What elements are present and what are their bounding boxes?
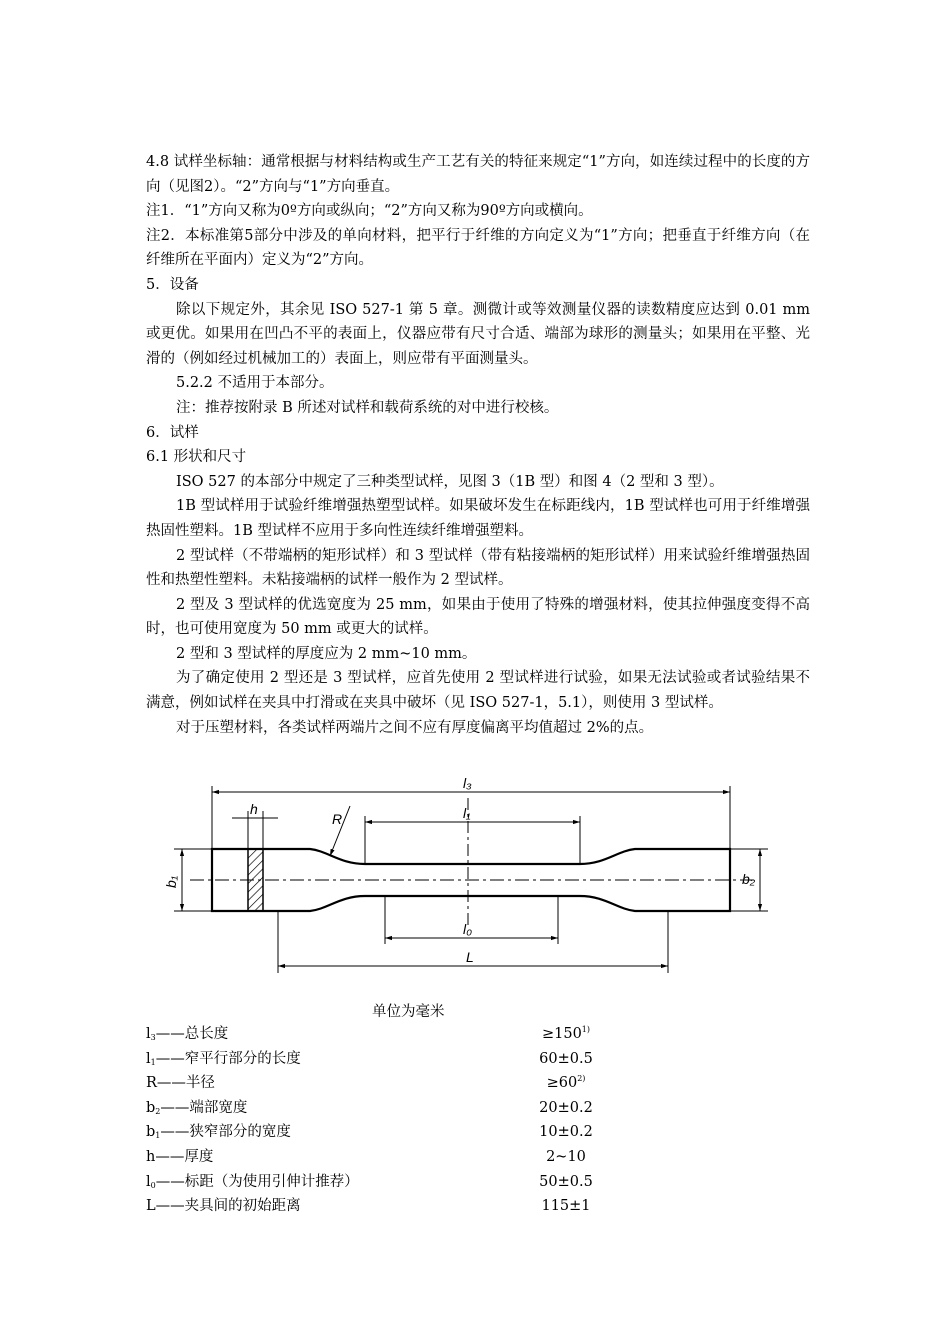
legend-value: [496, 1022, 636, 1047]
legend-value-text: ≥150: [541, 1026, 582, 1042]
label-l0: l₀: [463, 921, 473, 937]
legend-value-text: 2~10: [546, 1148, 586, 1165]
legend-value-text: 60±0.5: [539, 1050, 593, 1067]
legend-label: [146, 1170, 359, 1195]
paragraph: 2 型和 3 型试样的厚度应为 2 mm~10 mm。: [176, 645, 477, 662]
legend-value: [496, 1047, 636, 1072]
legend-value: [496, 1071, 636, 1096]
legend-subscript: 3: [150, 1033, 156, 1042]
legend-label: [146, 1120, 291, 1145]
legend-row: [146, 1170, 666, 1195]
legend-description: ——厚度: [155, 1148, 214, 1165]
paragraph: 注：推荐按附录 B 所述对试样和载荷系统的对中进行校核。: [176, 399, 559, 416]
legend-symbol: l: [146, 1050, 151, 1067]
legend-footnote-mark: 1): [581, 1025, 591, 1034]
legend-row: [146, 1145, 666, 1170]
legend-label: [146, 1145, 213, 1170]
legend-value-text: ≥60: [546, 1075, 578, 1092]
paragraph: 2 型试样（不带端柄的矩形试样）和 3 型试样（带有粘接端柄的矩形试样）用来试验纤维增强热固性和热塑性塑料。未粘接端柄的试样一般作为 2 型试样。: [146, 547, 810, 589]
legend-value: [496, 1145, 636, 1170]
paragraph: 注1．“1”方向又称为0º方向或纵向；“2”方向又称为90º方向或横向。: [146, 203, 593, 220]
paragraph: 对于压塑材料，各类试样两端片之间不应有厚度偏离平均值超过 2%的点。: [176, 719, 654, 736]
legend-value: [496, 1120, 636, 1145]
legend-description: ——窄平行部分的长度: [155, 1050, 301, 1067]
document-body: [146, 150, 810, 740]
legend-description: ——狭窄部分的宽度: [160, 1124, 291, 1141]
legend-symbol: R: [146, 1075, 157, 1092]
paragraph: 除以下规定外，其余见 ISO 527-1 第 5 章。测微计或等效测量仪器的读数精度应达到 0.01 mm 或更优。如果用在凹凸不平的表面上，仪器应带有尺寸合适、端部为球形的测量头；如果用在平整、光滑的（例如经过机械加工的）表面上，则应带有平面测量头。: [146, 301, 810, 367]
legend-value-text: 115±1: [541, 1198, 591, 1215]
legend-description: ——半径: [156, 1075, 215, 1092]
label-l3: l₃: [463, 776, 472, 791]
legend-symbol: L: [146, 1198, 156, 1215]
label-b1: b₁: [163, 875, 179, 888]
label-R: R: [332, 811, 343, 827]
label-L: L: [466, 949, 474, 965]
legend-row: [146, 1047, 666, 1072]
legend-label: [146, 1096, 247, 1121]
legend-description: ——端部宽度: [160, 1099, 248, 1116]
paragraph: 4.8 试样坐标轴：通常根据与材料结构或生产工艺有关的特征来规定“1”方向，如连续过程中的长度的方向（见图2）。“2”方向与“1”方向垂直。: [146, 154, 810, 195]
legend-label: [146, 1047, 301, 1072]
legend-symbol: l: [146, 1173, 151, 1190]
legend-label: [146, 1022, 228, 1047]
paragraph: 1B 型试样用于试验纤维增强热塑型试样。如果破坏发生在标距线内，1B 型试样也可用于纤维增强热固性塑料。1B 型试样不应用于多向性连续纤维增强塑料。: [146, 498, 810, 539]
legend-description: ——总长度: [155, 1026, 229, 1042]
dimension-legend: [146, 1022, 666, 1219]
specimen-figure: [160, 776, 770, 976]
paragraph: 5.2.2 不适用于本部分。: [176, 375, 334, 392]
legend-value: [496, 1194, 636, 1219]
paragraph: ISO 527 的本部分中规定了三种类型试样，见图 3（1B 型）和图 4（2 型和 3 型）。: [176, 473, 724, 490]
paragraph: 注2．本标准第5部分中涉及的单向材料，把平行于纤维的方向定义为“1”方向；把垂直于纤维方向（在纤维所在平面内）定义为“2”方向。: [146, 227, 810, 269]
legend-value-text: 50±0.5: [539, 1173, 593, 1190]
paragraph: 6.1 形状和尺寸: [146, 449, 247, 466]
paragraph: 为了确定使用 2 型还是 3 型试样，应首先使用 2 型试样进行试验，如果无法试验或者试验结果不满意，例如试样在夹具中打滑或在夹具中破坏（见 ISO 527-1，5.1），则使用 3 型试样。: [146, 670, 810, 712]
legend-row: [146, 1120, 666, 1145]
legend-label: [146, 1071, 215, 1096]
paragraph: 6．试样: [146, 424, 199, 441]
legend-subscript: 1: [155, 1131, 161, 1141]
legend-row: [146, 1071, 666, 1096]
legend-symbol: b: [146, 1124, 156, 1141]
label-b2: b₂: [742, 871, 756, 887]
legend-symbol: h: [146, 1148, 156, 1165]
legend-value-text: 20±0.2: [539, 1099, 593, 1116]
paragraph: 5．设备: [146, 276, 199, 293]
legend-row: [146, 1194, 666, 1219]
legend-symbol: b: [146, 1099, 156, 1116]
legend-label: [146, 1194, 301, 1219]
label-h: h: [250, 801, 258, 817]
legend-description: ——标距（为使用引伸计推荐）: [155, 1173, 359, 1190]
legend-row: [146, 1096, 666, 1121]
unit-note: 单位为毫米: [372, 1004, 445, 1020]
legend-value-text: 10±0.2: [539, 1124, 593, 1141]
legend-symbol: l: [146, 1026, 151, 1042]
label-l1: l₁: [463, 805, 471, 821]
legend-value: [496, 1096, 636, 1121]
legend-description: ——夹具间的初始距离: [155, 1198, 301, 1215]
legend-subscript: 1: [150, 1057, 156, 1067]
legend-subscript: 0: [150, 1180, 156, 1190]
paragraph-list: [146, 150, 810, 740]
paragraph: 2 型及 3 型试样的优选宽度为 25 mm，如果由于使用了特殊的增强材料，使其拉伸强度变得不高时，也可使用宽度为 50 mm 或更大的试样。: [146, 596, 810, 638]
legend-value: [496, 1170, 636, 1195]
legend-row: [146, 1022, 666, 1047]
legend-subscript: 2: [155, 1106, 161, 1116]
legend-footnote-mark: 2): [577, 1074, 586, 1084]
